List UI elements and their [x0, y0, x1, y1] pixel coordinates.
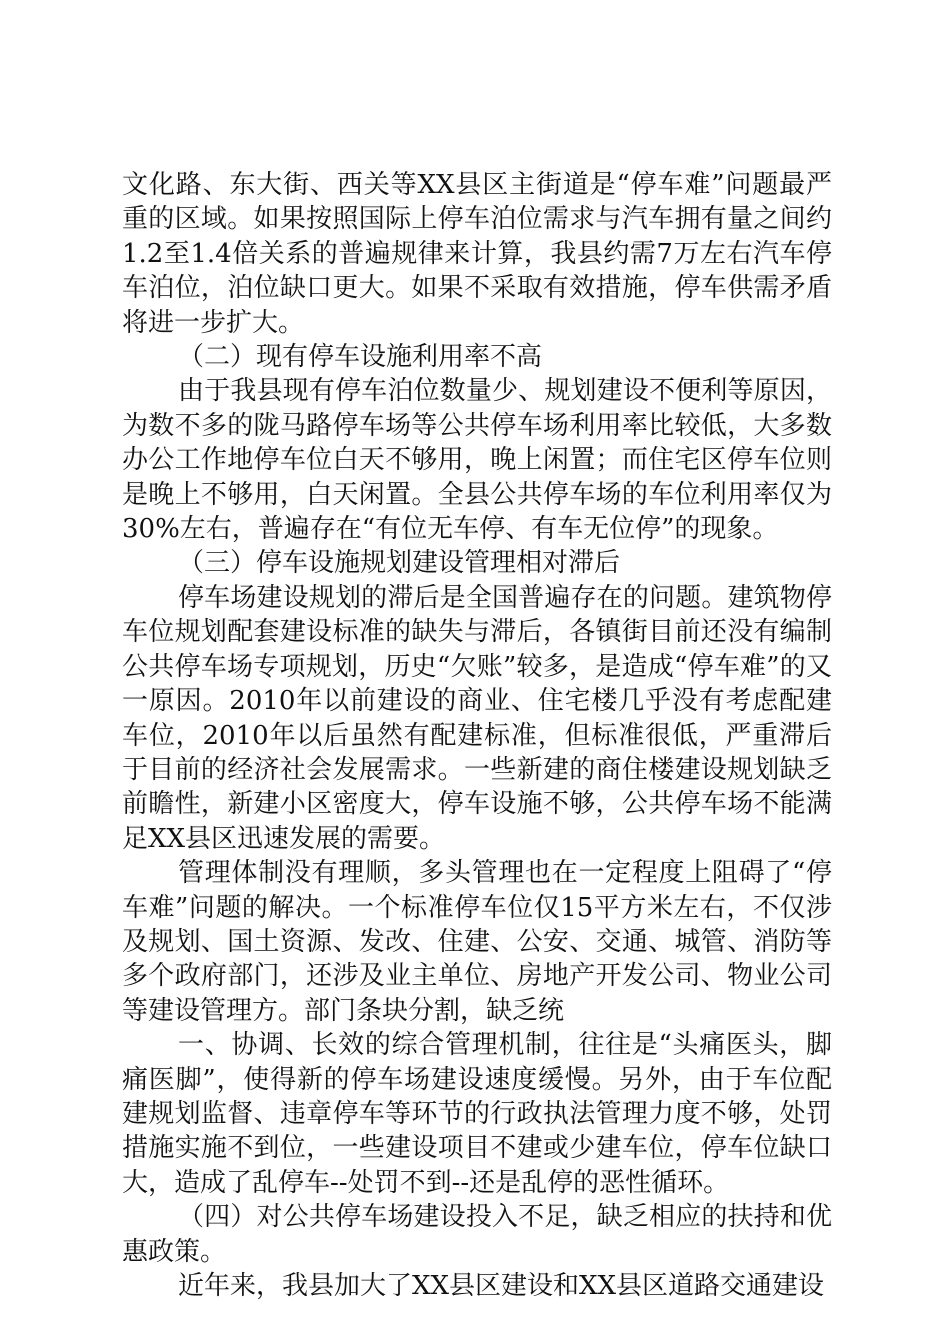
paragraph-management: 管理体制没有理顺，多头管理也在一定程度上阻碍了“停车难”问题的解决。一个标准停车位仅15平方米左右，不仅涉及规划、国土资源、发改、住建、公安、交通、城管、消防等多个政府部门，还涉及业主单位、房地产开发公司、物业公司等建设管理方。部门条块分割，缺乏统 [122, 858, 832, 1026]
section-heading-4: （四）对公共停车场建设投入不足，缺乏相应的扶持和优惠政策。 [122, 1202, 832, 1267]
paragraph-planning: 停车场建设规划的滞后是全国普遍存在的问题。建筑物停车位规划配套建设标准的缺失与滞后，各镇街目前还没有编制公共停车场专项规划，历史“欠账”较多，是造成“停车难”的又一原因。2010年以前建设的商业、住宅楼几乎没有考虑配建车位，2010年以后虽然有配建标准，但标准很低，严重滞后于目前的经济社会发展需求。一些新建的商住楼建设规划缺乏前瞻性，新建小区密度大，停车设施不够，公共停车场不能满足XX县区迅速发展的需要。 [122, 582, 832, 854]
section-heading-3: （三）停车设施规划建设管理相对滞后 [178, 548, 621, 579]
document-body [122, 168, 832, 1303]
section-heading-2: （二）现有停车设施利用率不高 [178, 342, 543, 373]
paragraph-utilization: 由于我县现有停车泊位数量少、规划建设不便利等原因，为数不多的陇马路停车场等公共停车场利用率比较低，大多数办公工作地停车位白天不够用，晚上闲置；而住宅区停车位则是晚上不够用，白天闲置。全县公共停车场的车位利用率仅为30%左右，普遍存在“有位无车停、有车无位停”的现象。 [122, 376, 832, 545]
paragraph-coordination: 一、协调、长效的综合管理机制，往往是“头痛医头，脚痛医脚”，使得新的停车场建设速度缓慢。另外，由于车位配建规划监督、违章停车等环节的行政执法管理力度不够，处罚措施实施不到位，一些建设项目不建或少建车位，停车位缺口大，造成了乱停车--处罚不到--还是乱停的恶性循环。 [122, 1030, 832, 1198]
paragraph-investment: 近年来，我县加大了XX县区建设和XX县区道路交通建设 [178, 1271, 825, 1301]
paragraph-continuation: 文化路、东大街、西关等XX县区主街道是“停车难”问题最严重的区域。如果按照国际上停车泊位需求与汽车拥有量之间约1.2至1.4倍关系的普遍规律来计算，我县约需7万左右汽车停车泊位，泊位缺口更大。如果不采取有效措施，停车供需矛盾将进一步扩大。 [122, 170, 832, 338]
